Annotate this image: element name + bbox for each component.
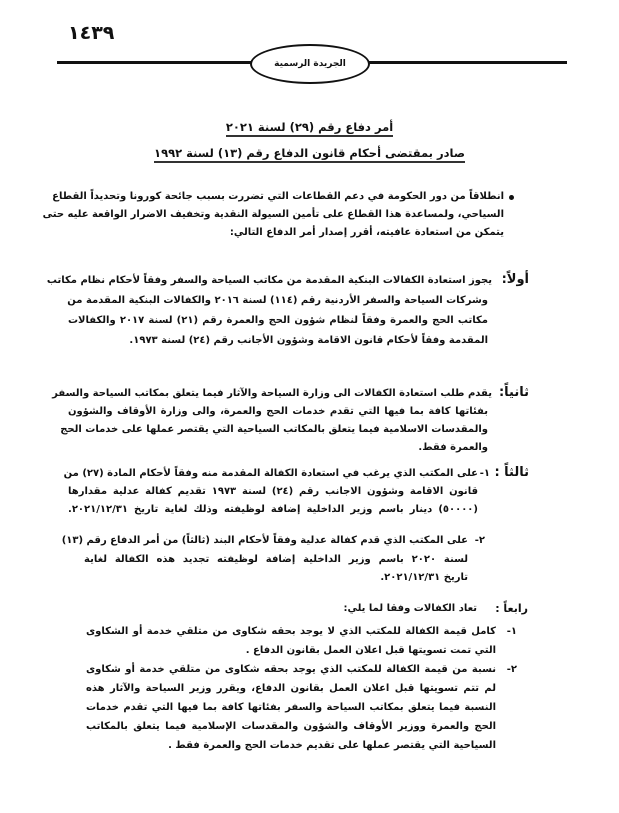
clause-first-line: مكاتب الحج والعمرة وفقاً لنظام شؤون الحج والعمرة رقم (٢١) لسنة ٢٠١٧ والكفالات	[68, 315, 488, 326]
clause-fourth-item-line: كامل قيمة الكفالة للمكتب الذي لا يوجد بحقه شكاوى من متلقي خدمة أو الشكاوى	[86, 626, 496, 637]
clause-fourth-item-line: التي تمت تسويتها قبل اعلان العمل بقانون الدفاع .	[245, 645, 496, 656]
clause-third-item-line: (٥٠٠٠٠) دينار باسم وزير الداخلية إضافة لوظيفته وذلك لغاية تاريخ ٢٠٢١/١٢/٣١.	[68, 504, 478, 515]
clause-fourth-item-line: الحج والعمرة ووزير الأوقاف والشؤون والمقدسات الإسلامية فيما يتعلق بالمكاتب	[86, 721, 496, 732]
order-title-text: أمر دفاع رقم (٢٩) لسنة ٢٠٢١	[226, 120, 393, 137]
clause-fourth-item-line: نسبة من قيمة الكفالة للمكتب الذي يوجد بحقه شكاوى من متلقي خدمة أو شكاوى	[86, 664, 496, 675]
clause-fourth-item-line: لم تتم تسويتها قبل اعلان العمل بقانون الدفاع، ويقرر وزير السياحة والآثار هذه	[86, 683, 496, 694]
gazette-emblem	[250, 44, 370, 84]
clause-label-fourth: رابعاً :	[495, 602, 528, 615]
clause-third-item-line: قانون الاقامة وشؤون الاجانب رقم (٢٤) لسنة ١٩٧٣ تقديم كفالة عدلية مقدارها	[68, 486, 478, 497]
order-title	[0, 120, 619, 134]
page-number: ١٤٣٩	[68, 22, 115, 44]
clause-third-item-line: على المكتب الذي يرغب في استعادة الكفالة المقدمة منه وفقاً لأحكام المادة (٢٧) من	[63, 468, 478, 479]
clause-fourth-intro: تعاد الكفالات وفقا لما يلي:	[343, 603, 477, 614]
item-number: ١-	[479, 468, 490, 479]
clause-fourth-item-line: النسبة فيما يتعلق بمكاتب السياحة والسفر بفئاتها كافة بما فيها التي تقدم خدمات	[86, 702, 496, 713]
clause-third-item-line: على المكتب الذي قدم كفالة عدلية وفقاً لأحكام البند (ثالثاً) من أمر الدفاع رقم (١٣)	[61, 535, 468, 546]
preamble-line: السياحي، ولمساعدة هذا القطاع على تأمين السيولة النقدية وتخفيف الاضرار الواقعة عليه حتى	[42, 209, 504, 220]
clause-second-line: يقدم طلب استعادة الكفالات الى وزارة السياحة والآثار فيما يتعلق بمكاتب السياحة والسفر	[52, 388, 492, 399]
preamble-line: انطلاقاً من دور الحكومة في دعم القطاعات التي تضررت بسبب جائحة كورونا وتحديداً القطاع	[52, 191, 504, 202]
preamble-line: يتمكن من استعادة عافيته، أقرر إصدار أمر الدفاع التالي:	[229, 227, 504, 238]
order-subtitle-text: صادر بمقتضى أحكام قانون الدفاع رقم (١٣) لسنة ١٩٩٢	[154, 146, 465, 163]
clause-second-line: بفئاتها كافة بما فيها التي تقدم خدمات الحج والعمرة، والى وزارة الأوقاف والشؤون	[68, 406, 488, 417]
clause-first-line: وشركات السياحة والسفر الأردنية رقم (١١٤) لسنة ٢٠١٦ والكفالات البنكية المقدمة من	[67, 295, 488, 306]
clause-third-item-line: تاريخ ٢٠٢١/١٢/٣١.	[380, 572, 468, 583]
item-number: ١-	[506, 626, 517, 637]
item-number: ٢-	[474, 535, 485, 546]
clause-label-third: ثالثاً :	[494, 465, 529, 480]
bullet-icon	[509, 195, 514, 200]
clause-second-line: والعمرة فقط.	[418, 442, 488, 453]
clause-third-item-line: لسنة ٢٠٢٠ باسم وزير الداخلية إضافة لوظيفته تجديد هذه الكفالة لغاية	[84, 554, 468, 565]
clause-label-second: ثانياً:	[498, 385, 529, 400]
gazette-name: الجريدة الرسمية	[274, 59, 346, 69]
item-number: ٢-	[506, 664, 517, 675]
clause-second-line: والمقدسات الاسلامية فيما يتعلق بالمكاتب السياحية التي يقتصر عملها على خدمات الحج	[60, 424, 488, 435]
clause-label-first: أولاً:	[501, 272, 529, 287]
clause-first-line: المقدمة وفقاً لأحكام قانون الاقامة وشؤون الأجانب رقم (٢٤) لسنة ١٩٧٣.	[129, 335, 488, 346]
clause-fourth-item-line: السياحية التي يقتصر عملها على تقديم خدمات الحج والعمرة فقط .	[168, 740, 496, 751]
order-subtitle	[0, 146, 619, 160]
clause-first-line: يجوز استعادة الكفالات البنكية المقدمة من مكاتب السياحة والسفر وفقاً لأحكام نظام مكاتب	[46, 275, 492, 286]
